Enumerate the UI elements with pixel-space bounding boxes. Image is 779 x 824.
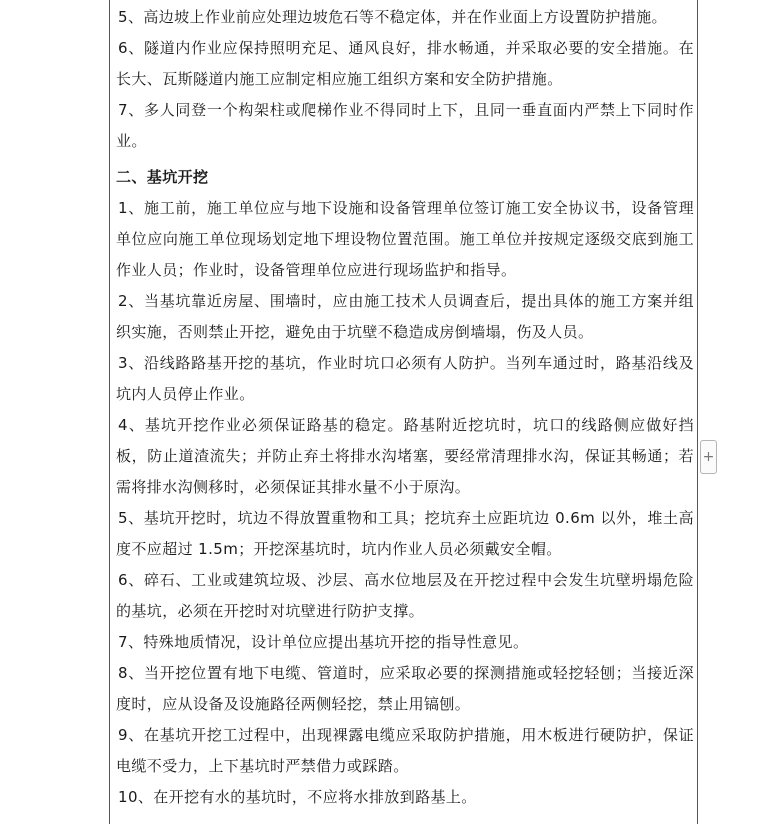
- list-item: 10、在开挖有水的基坑时，不应将水排放到路基上。: [118, 788, 477, 806]
- document-content: [116, 0, 694, 813]
- list-item: 8、当开挖位置有地下电缆、管道时，应采取必要的探测措施或轻挖轻刨；当接近深度时，应从设备及设施路径两侧轻挖，禁止用镐刨。: [116, 664, 694, 713]
- list-item: 7、多人同登一个构架柱或爬梯作业不得同时上下，且同一垂直面内严禁上下同时作业。: [116, 101, 694, 150]
- list-item: 9、在基坑开挖工过程中，出现裸露电缆应采取防护措施，用木板进行硬防护，保证电缆不受力，上下基坑时严禁借力或踩踏。: [116, 726, 694, 775]
- list-item: 2、当基坑靠近房屋、围墙时，应由施工技术人员调查后，提出具体的施工方案并组织实施，否则禁止开挖，避免由于坑壁不稳造成房倒墙塌，伤及人员。: [116, 292, 694, 341]
- list-item: 6、隧道内作业应保持照明充足、通风良好，排水畅通，并采取必要的安全措施。在长大、瓦斯隧道内施工应制定相应施工组织方案和安全防护措施。: [116, 39, 694, 88]
- list-item: 5、基坑开挖时，坑边不得放置重物和工具；挖坑弃土应距坑边 0.6m 以外，堆土高度不应超过 1.5m；开挖深基坑时，坑内作业人员必须戴安全帽。: [116, 509, 694, 558]
- section-heading: 二、基坑开挖: [116, 168, 209, 186]
- list-item: 7、特殊地质情况，设计单位应提出基坑开挖的指导性意见。: [118, 633, 529, 651]
- list-item: 4、基坑开挖作业必须保证路基的稳定。路基附近挖坑时，坑口的线路侧应做好挡板，防止道渣流失；并防止弃土将排水沟堵塞，要经常清理排水沟，保证其畅通；若需将排水沟侧移时，必须保证其排水量不小于原沟。: [116, 416, 694, 496]
- list-item: 5、高边坡上作业前应处理边坡危石等不稳定体，并在作业面上方设置防护措施。: [118, 8, 667, 26]
- list-item: 6、碎石、工业或建筑垃圾、沙层、高水位地层及在开挖过程中会发生坑壁坍塌危险的基坑，必须在开挖时对坑壁进行防护支撑。: [116, 571, 694, 620]
- list-item: 1、施工前，施工单位应与地下设施和设备管理单位签订施工安全协议书，设备管理单位应向施工单位现场划定地下埋设物位置范围。施工单位并按规定逐级交底到施工作业人员；作业时，设备管理单位应进行现场监护和指导。: [116, 199, 694, 279]
- expand-button[interactable]: +: [700, 440, 717, 474]
- list-item: 3、沿线路路基开挖的基坑，作业时坑口必须有人防护。当列车通过时，路基沿线及坑内人员停止作业。: [116, 354, 694, 403]
